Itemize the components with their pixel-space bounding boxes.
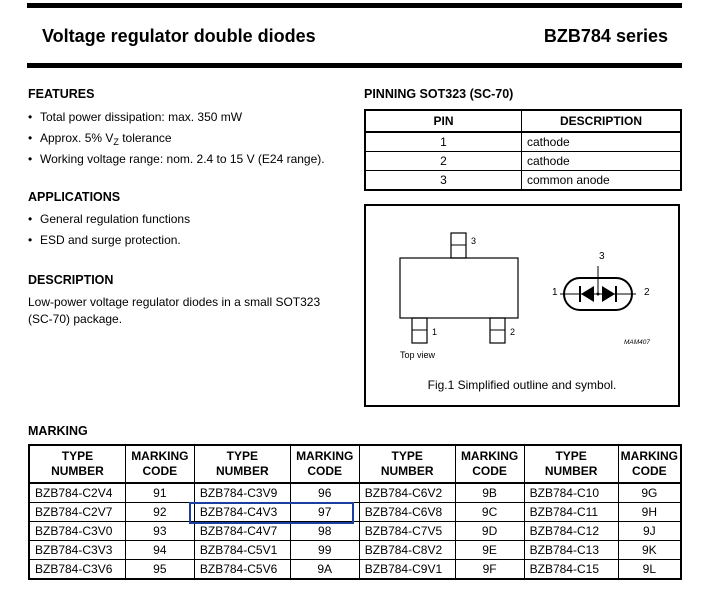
- type-number: BZB784-C2V7: [29, 503, 125, 522]
- application-item: • General regulation functions: [28, 211, 190, 232]
- symbol-pin3-label: 3: [599, 251, 605, 262]
- pin-description: common anode: [522, 171, 682, 191]
- marking-code: 91: [125, 483, 194, 503]
- type-number: BZB784-C6V8: [359, 503, 455, 522]
- header-rule-bottom: [27, 63, 682, 68]
- pin-number: 3: [365, 171, 522, 191]
- column-header: TYPE NUMBER: [29, 445, 125, 483]
- type-number: BZB784-C4V3: [194, 503, 290, 522]
- type-number: BZB784-C9V1: [359, 560, 455, 580]
- marking-code: 9G: [618, 483, 681, 503]
- top-view-label: Top view: [400, 350, 436, 360]
- table-row: [365, 132, 681, 152]
- package-figure: [364, 204, 680, 407]
- table-row: [29, 483, 681, 503]
- package-outline-drawing: [366, 206, 678, 405]
- application-item: • ESD and surge protection.: [28, 232, 190, 253]
- type-number: BZB784-C5V1: [194, 541, 290, 560]
- pinning-table: [364, 109, 682, 191]
- table-row: [365, 171, 681, 191]
- symbol-pin2-label: 2: [644, 287, 650, 298]
- marking-code: 9K: [618, 541, 681, 560]
- marking-code: 98: [290, 522, 359, 541]
- table-row: [365, 152, 681, 171]
- marking-code: 96: [290, 483, 359, 503]
- header-rule-top: [27, 3, 682, 8]
- feature-item: • Total power dissipation: max. 350 mW: [28, 109, 325, 130]
- column-header: TYPE NUMBER: [194, 445, 290, 483]
- pin-description: cathode: [522, 132, 682, 152]
- column-header: MARKING CODE: [125, 445, 194, 483]
- applications-heading: APPLICATIONS: [28, 190, 121, 204]
- features-list: [28, 109, 325, 172]
- type-number: BZB784-C2V4: [29, 483, 125, 503]
- column-header: DESCRIPTION: [522, 110, 682, 132]
- figure-caption: Fig.1 Simplified outline and symbol.: [427, 378, 617, 392]
- type-number: BZB784-C8V2: [359, 541, 455, 560]
- type-number: BZB784-C3V0: [29, 522, 125, 541]
- drawing-code: MAM407: [624, 339, 651, 346]
- pin2-label: 2: [510, 327, 516, 337]
- series-name: BZB784 series: [543, 26, 668, 46]
- pin-number: 1: [365, 132, 522, 152]
- pin-number: 2: [365, 152, 522, 171]
- marking-code: 95: [125, 560, 194, 580]
- column-header: MARKING CODE: [455, 445, 524, 483]
- type-number: BZB784-C7V5: [359, 522, 455, 541]
- marking-code: 9C: [455, 503, 524, 522]
- type-number: BZB784-C12: [524, 522, 618, 541]
- pin-description: cathode: [522, 152, 682, 171]
- marking-code: 9B: [455, 483, 524, 503]
- column-header: MARKING CODE: [290, 445, 359, 483]
- table-row: [29, 560, 681, 580]
- marking-code: 9F: [455, 560, 524, 580]
- type-number: BZB784-C3V3: [29, 541, 125, 560]
- marking-code: 9A: [290, 560, 359, 580]
- marking-header-row: [29, 445, 681, 483]
- table-row: [29, 522, 681, 541]
- pin3-label: 3: [471, 236, 477, 246]
- type-number: BZB784-C6V2: [359, 483, 455, 503]
- description-heading: DESCRIPTION: [28, 273, 114, 287]
- type-number: BZB784-C5V6: [194, 560, 290, 580]
- marking-code: 9L: [618, 560, 681, 580]
- table-row: [29, 541, 681, 560]
- marking-code: 97: [290, 503, 359, 522]
- marking-table: [28, 444, 682, 580]
- type-number: BZB784-C4V7: [194, 522, 290, 541]
- type-number: BZB784-C11: [524, 503, 618, 522]
- features-heading: FEATURES: [28, 87, 95, 101]
- description-text: Low-power voltage regulator diodes in a small SOT323 (SC-70) package.: [28, 295, 321, 326]
- table-row: [29, 503, 681, 522]
- marking-code: 94: [125, 541, 194, 560]
- type-number: BZB784-C13: [524, 541, 618, 560]
- type-number: BZB784-C10: [524, 483, 618, 503]
- pinning-heading: PINNING SOT323 (SC-70): [364, 87, 514, 101]
- type-number: BZB784-C3V6: [29, 560, 125, 580]
- column-header: TYPE NUMBER: [359, 445, 455, 483]
- type-number: BZB784-C15: [524, 560, 618, 580]
- marking-heading: MARKING: [28, 424, 88, 438]
- selection-highlight: [189, 502, 354, 524]
- column-header: PIN: [365, 110, 522, 132]
- applications-list: [28, 211, 190, 253]
- document-title: Voltage regulator double diodes: [42, 26, 316, 46]
- marking-code: 99: [290, 541, 359, 560]
- marking-code: 9D: [455, 522, 524, 541]
- pin1-label: 1: [432, 327, 438, 337]
- feature-item: • Working voltage range: nom. 2.4 to 15 V (E24 range).: [28, 151, 325, 172]
- marking-code: 92: [125, 503, 194, 522]
- column-header: MARKING CODE: [618, 445, 681, 483]
- marking-code: 9H: [618, 503, 681, 522]
- marking-code: 9J: [618, 522, 681, 541]
- marking-code: 9E: [455, 541, 524, 560]
- marking-code: 93: [125, 522, 194, 541]
- type-number: BZB784-C3V9: [194, 483, 290, 503]
- column-header: TYPE NUMBER: [524, 445, 618, 483]
- feature-item: • Approx. 5% $V_Z$ tolerance: [28, 130, 325, 151]
- symbol-pin1-label: 1: [552, 287, 558, 298]
